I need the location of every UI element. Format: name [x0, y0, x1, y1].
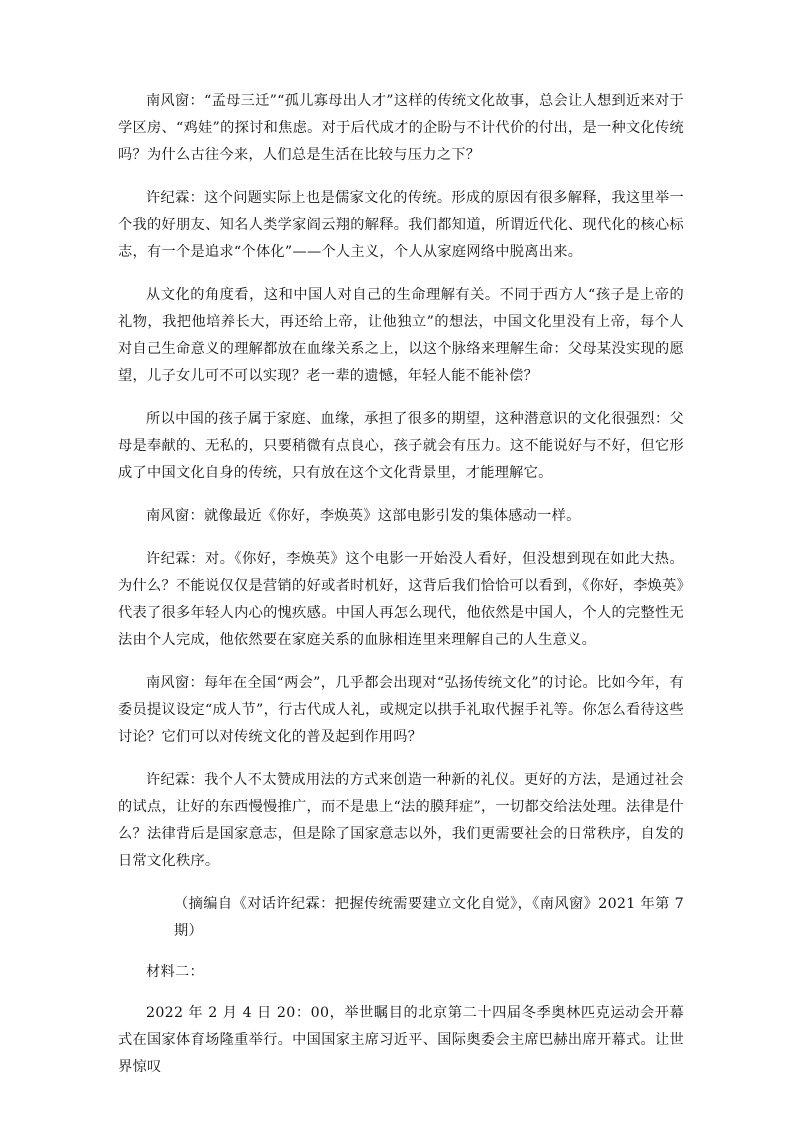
document-body — [118, 88, 684, 1097]
paragraph-question-2: 南风窗：就像最近《你好，李焕英》这部电影引发的集体感动一样。 — [146, 508, 581, 524]
source-citation: （摘编自《对话许纪霖：把握传统需要建立文化自觉》，《南风窗》2021 年第 7 期） — [174, 896, 684, 939]
paragraph-question-3: 南风窗：每年在全国“两会”，几乎都会出现对“弘扬传统文化”的讨论。比如今年，有委员提议设定“成人节”，行古代成人礼，或规定以拱手礼取代握手礼等。你怎么看待这些讨论？它们可以对传统文化的普及起到作用吗？ — [118, 675, 684, 745]
paragraph-question-1: 南风窗：“孟母三迁”“孤儿寡母出人才”这样的传统文化故事，总会让人想到近来对于学区房、“鸡娃”的探讨和焦虑。对于后代成才的企盼与不计代价的付出，是一种文化传统吗？为什么古往今来，人们总是生活在比较与压力之下？ — [118, 93, 684, 163]
paragraph-answer-2: 许纪霖：对。《你好，李焕英》这个电影一开始没人看好，但没想到现在如此大热。为什么？不能说仅仅是营销的好或者时机好，这背后我们恰恰可以看到，《你好，李焕英》代表了很多年轻人内心的愧疚感。中国人再怎么现代，他依然是中国人，个人的完整性无法由个人完成，他依然要在家庭关系的血脉相连里来理解自己的人生意义。 — [118, 551, 684, 648]
paragraph-answer-1: 许纪霖：这个问题实际上也是儒家文化的传统。形成的原因有很多解释，我这里举一个我的好朋友、知名人类学家阎云翔的解释。我们都知道，所谓近代化、现代化的核心标志，有一个是追求“个体化”——个人主义，个人从家庭网络中脱离出来。 — [118, 190, 684, 260]
paragraph-answer-1-conclusion: 所以中国的孩子属于家庭、血缘，承担了很多的期望，这种潜意识的文化很强烈：父母是奉献的、无私的，只要稍微有点良心，孩子就会有压力。这不能说好与不好，但它形成了中国文化自身的传统，只有放在这个文化背景里，才能理解它。 — [118, 411, 684, 481]
paragraph-answer-1-continued: 从文化的角度看，这和中国人对自己的生命理解有关。不同于西方人“孩子是上帝的礼物，我把他培养长大，再还给上帝，让他独立”的想法，中国文化里没有上帝，每个人对自己生命意义的理解都放在血缘关系之上，以这个脉络来理解生命：父母某没实现的愿望，儿子女儿可不可以实现？老一辈的遗憾，年轻人能不能补偿？ — [118, 287, 684, 384]
paragraph-material-two: 2022 年 2 月 4 日 20：00，举世瞩目的北京第二十四届冬季奥林匹克运动会开幕式在国家体育场隆重举行。中国国家主席习近平、国际奥委会主席巴赫出席开幕式。让世界惊叹 — [118, 1005, 684, 1075]
material-two-heading: 材料二： — [146, 964, 204, 980]
paragraph-answer-3: 许纪霖：我个人不太赞成用法的方式来创造一种新的礼仪。更好的方法，是通过社会的试点，让好的东西慢慢推广，而不是患上“法的膜拜症”，一切都交给法处理。法律是什么？法律背后是国家意志，但是除了国家意志以外，我们更需要社会的日常秩序，自发的日常文化秩序。 — [118, 772, 684, 869]
